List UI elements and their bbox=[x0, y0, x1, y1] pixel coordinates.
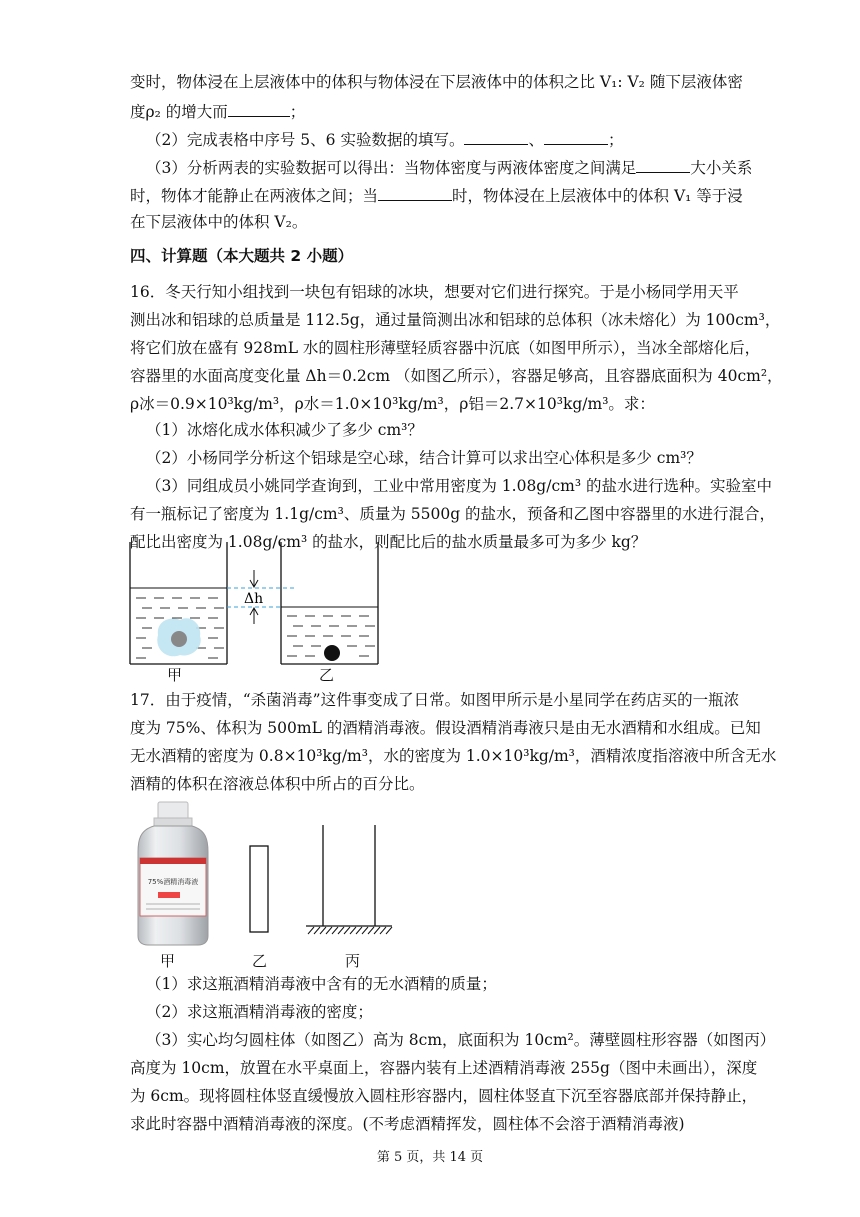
q16-line-3: 将它们放在盛有 928mL 水的圆柱形薄壁轻质容器中沉底（如图甲所示），当冰全部熔化后， bbox=[130, 339, 761, 357]
container-jia bbox=[130, 542, 227, 664]
alcohol-bottle-icon bbox=[138, 802, 208, 945]
q15-part-3-text: （3）分析两表的实验数据可以得出：当物体密度与两液体密度之间满足 bbox=[146, 159, 637, 177]
q16-part-1: （1）冰熔化成水体积减少了多少 cm³？ bbox=[146, 421, 423, 439]
q16-line-2: 测出冰和铝球的总质量是 112.5g，通过量筒测出冰和铝球的总体积（冰未熔化）为 100cm³， bbox=[130, 311, 781, 329]
bottle-label-text: 75%酒精消毒液 bbox=[147, 878, 199, 886]
answer-blank bbox=[228, 100, 290, 117]
q17-line-4: 酒精的体积在溶液总体积中所占的百分比。 bbox=[130, 775, 425, 793]
q16-figure bbox=[124, 540, 384, 686]
answer-blank bbox=[378, 184, 452, 201]
q15-line-2 bbox=[130, 100, 305, 122]
q15-line-6: 在下层液体中的体积 V₂。 bbox=[130, 213, 308, 231]
delta-h-marker bbox=[227, 570, 296, 624]
q15-part-3 bbox=[146, 156, 752, 178]
q17-line-1: 17．由于疫情，“杀菌消毒”这件事变成了日常。如图甲所示是小星同学在药店买的一瓶浓 bbox=[130, 691, 740, 709]
q15-part-2 bbox=[146, 128, 623, 150]
q15-line-5-text: 时，物体才能静止在两液体之间；当 bbox=[130, 187, 379, 205]
q17-line-3: 无水酒精的密度为 0.8×10³kg/m³，水的密度为 1.0×10³kg/m³，酒精浓度指溶液中所含无水 bbox=[130, 747, 777, 765]
delta-h-label: Δh bbox=[244, 591, 264, 607]
q17-part-3-c: 为 6cm。现将圆柱体竖直缓慢放入圆柱形容器内，圆柱体竖直下沉至容器底部并保持静止， bbox=[130, 1087, 758, 1105]
q17-part-3-d: 求此时容器中酒精消毒液的深度。(不考虑酒精挥发，圆柱体不会溶于酒精消毒液) bbox=[130, 1115, 685, 1133]
q16-part-3-a: （3）同组成员小姚同学查询到，工业中常用密度为 1.08g/cm³ 的盐水进行选种。实验室中 bbox=[146, 477, 772, 495]
q15-part-2-end: ； bbox=[607, 131, 624, 149]
solid-cylinder-icon bbox=[250, 846, 268, 932]
q16-part-3-c: 配比出密度为 1.08g/cm³ 的盐水，则配比后的盐水质量最多可为多少 kg？ bbox=[130, 533, 647, 551]
aluminum-ball-icon bbox=[171, 631, 187, 647]
section-heading: 四、计算题（本大题共 2 小题） bbox=[130, 247, 354, 265]
fig-label-yi: 乙 bbox=[252, 952, 268, 970]
q16-line-1: 16．冬天行知小组找到一块包有铝球的冰块，想要对它们进行探究。于是小杨同学用天平 bbox=[130, 283, 739, 301]
q15-line-2-end: ； bbox=[289, 103, 306, 121]
fig-label-bing: 丙 bbox=[345, 952, 361, 970]
q15-part-2-sep: 、 bbox=[528, 131, 544, 149]
container-yi bbox=[281, 542, 378, 664]
page-footer: 第 5 页，共 14 页 bbox=[376, 1150, 484, 1165]
q15-line-5 bbox=[130, 184, 743, 206]
q15-part-3-end: 大小关系 bbox=[690, 159, 753, 177]
q17-part-3-a: （3）实心均匀圆柱体（如图乙）高为 8cm，底面积为 10cm²。薄壁圆柱形容器（如图丙） bbox=[146, 1031, 776, 1049]
fig-label-yi: 乙 bbox=[319, 666, 335, 684]
q17-figure bbox=[130, 800, 550, 950]
q16-part-3-b: 有一瓶标记了密度为 1.1g/cm³、质量为 5500g 的盐水，预备和乙图中容器里的水进行混合， bbox=[130, 505, 776, 523]
q16-line-5: ρ冰＝0.9×10³kg/m³，ρ水＝1.0×10³kg/m³，ρ铝＝2.7×10³kg/m³。求： bbox=[130, 395, 655, 413]
container-bing bbox=[306, 825, 392, 934]
q17-part-3-b: 高度为 10cm，放置在水平桌面上，容器内装有上述酒精消毒液 255g（图中未画出），深度 bbox=[130, 1059, 758, 1077]
aluminum-ball-icon bbox=[324, 645, 340, 661]
q15-part-2-text: （2）完成表格中序号 5、6 实验数据的填写。 bbox=[146, 131, 465, 149]
q16-line-4: 容器里的水面高度变化量 Δh＝0.2cm （如图乙所示），容器足够高，且容器底面积为 40cm²， bbox=[130, 367, 783, 385]
q17-line-2: 度为 75%、体积为 500mL 的酒精消毒液。假设酒精消毒液只是由无水酒精和水组成。已知 bbox=[130, 719, 761, 737]
q17-part-2: （2）求这瓶酒精消毒液的密度； bbox=[146, 1003, 373, 1021]
q15-line-5-end: 时，物体浸在上层液体中的体积 V₁ 等于浸 bbox=[452, 187, 743, 205]
fig-label-jia: 甲 bbox=[167, 666, 183, 684]
fig-label-jia: 甲 bbox=[160, 952, 176, 970]
q16-part-2: （2）小杨同学分析这个铝球是空心球，结合计算可以求出空心体积是多少 cm³？ bbox=[146, 449, 702, 467]
q15-line-1: 变时，物体浸在上层液体中的体积与物体浸在下层液体中的体积之比 V₁: V₂ 随下层液体密 bbox=[130, 73, 743, 91]
answer-blank bbox=[544, 128, 608, 145]
q15-line-2-text: 度ρ₂ 的增大而 bbox=[130, 103, 228, 121]
answer-blank bbox=[636, 156, 690, 173]
q17-part-1: （1）求这瓶酒精消毒液中含有的无水酒精的质量； bbox=[146, 975, 497, 993]
answer-blank bbox=[464, 128, 528, 145]
